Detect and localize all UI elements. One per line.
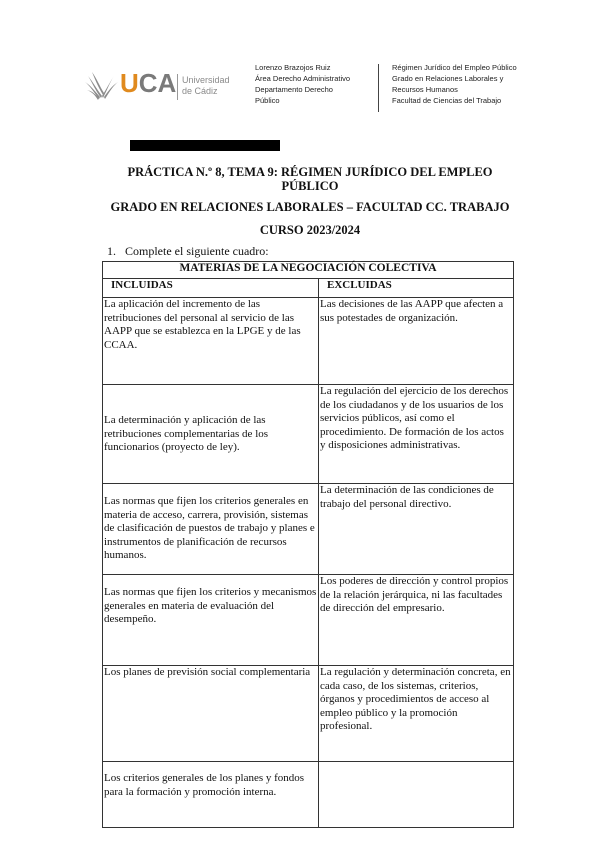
table-row xyxy=(103,762,514,828)
table-row xyxy=(103,666,514,762)
table-row xyxy=(103,385,514,484)
course-info: Régimen Jurídico del Empleo Público Grado en Relaciones Laborales y Recursos Humanos Facultad de Ciencias del Trabajo xyxy=(392,63,517,105)
excluded-cell: La regulación y determinación concreta, en cada caso, de los sistemas, criterios, órganos y procedimientos de acceso al empleo público y la promoción profesional. xyxy=(319,666,514,762)
excluded-cell xyxy=(319,762,514,828)
document-header xyxy=(0,0,600,130)
excluded-cell: Las decisiones de las AAPP que afecten a sus potestades de organización. xyxy=(319,298,514,385)
question-text: Complete el siguiente cuadro: xyxy=(125,244,269,258)
redaction-bar xyxy=(130,140,280,151)
question-number: 1. xyxy=(107,244,116,258)
logo-divider xyxy=(177,74,178,100)
table-row xyxy=(103,298,514,385)
table-row xyxy=(103,575,514,666)
course-year: CURSO 2023/2024 xyxy=(259,223,361,237)
university-name: Universidad de Cádiz xyxy=(182,75,230,96)
included-cell: La aplicación del incremento de las retribuciones del personal al servicio de las AAPP que se establezca en la LPGE y de las CCAA. xyxy=(103,298,319,385)
uca-brand: UCA xyxy=(120,68,177,98)
question-1 xyxy=(107,244,269,259)
header-separator xyxy=(378,64,379,112)
included-cell: Los planes de previsión social complementaria xyxy=(103,666,319,762)
included-cell: Las normas que fijen los criterios generales en materia de acceso, carrera, provisión, sistemas de clasificación de puestos de trabajo y planes e instrumentos de planificación de recursos humanos. xyxy=(103,484,319,575)
uca-emblem-icon xyxy=(84,70,120,104)
excluded-cell: La regulación del ejercicio de los derechos de los ciudadanos y de los usuarios de los servicios públicos, así como el procedimiento. De formación de los actos y disposiciones administrativas. xyxy=(319,385,514,484)
included-cell: La determinación y aplicación de las retribuciones complementarias de los funcionarios (proyecto de ley). xyxy=(103,385,319,484)
negotiation-table xyxy=(102,261,514,828)
table-row xyxy=(103,484,514,575)
excluded-cell: Los poderes de dirección y control propios de la relación jerárquica, ni las facultades de dirección del empresario. xyxy=(319,575,514,666)
column-header-included: INCLUIDAS xyxy=(103,279,319,298)
included-cell: Los criterios generales de los planes y fondos para la formación y promoción interna. xyxy=(103,762,319,828)
column-header-excluded: EXCLUIDAS xyxy=(319,279,514,298)
uca-logo xyxy=(84,70,234,104)
table-title: MATERIAS DE LA NEGOCIACIÓN COLECTIVA xyxy=(103,262,514,279)
excluded-cell: La determinación de las condiciones de trabajo del personal directivo. xyxy=(319,484,514,575)
author-info: Lorenzo Brazojos Ruiz Área Derecho Administrativo Departamento Derecho Público xyxy=(255,63,351,105)
practice-title: PRÁCTICA N.º 8, TEMA 9: RÉGIMEN JURÍDICO DEL EMPLEO PÚBLICO xyxy=(127,165,493,193)
degree-subtitle: GRADO EN RELACIONES LABORALES – FACULTAD CC. TRABAJO xyxy=(110,200,510,214)
included-cell: Las normas que fijen los criterios y mecanismos generales en materia de evaluación del desempeño. xyxy=(103,575,319,666)
